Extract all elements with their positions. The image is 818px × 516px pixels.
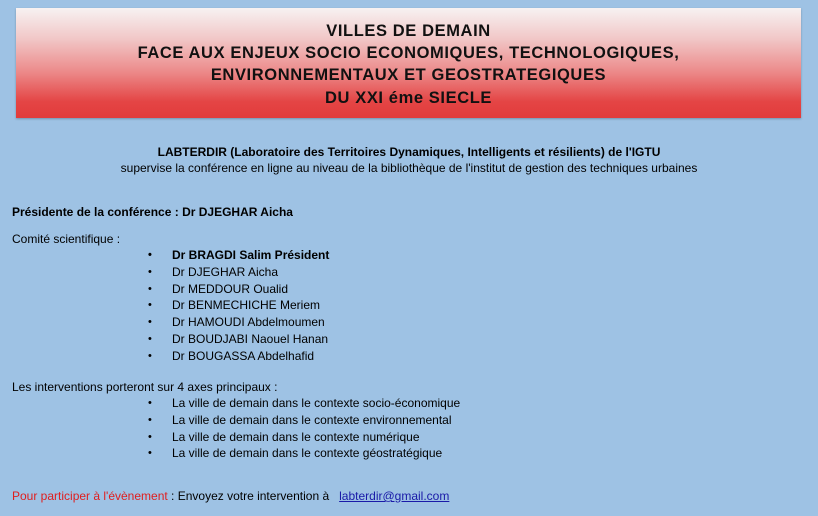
axes-list (148, 395, 460, 462)
lab-subtitle: supervise la conférence en ligne au niveau de la bibliothèque de l'institut de gestion des techniques urbaines (120, 161, 698, 175)
bullet-icon: • (148, 282, 152, 295)
committee-member-name: Dr BOUGASSA Abdelhafid (172, 348, 315, 363)
banner-title-line-1: VILLES DE DEMAIN (326, 22, 491, 40)
bullet-icon: • (148, 249, 152, 261)
axis-item-text: La ville de demain dans le contexte environnemental (172, 412, 452, 427)
bullet-icon: • (148, 349, 152, 362)
title-banner (16, 8, 801, 118)
axis-item (148, 429, 460, 446)
banner-title-line-2: FACE AUX ENJEUX SOCIO ECONOMIQUES, TECHNOLOGIQUES, (137, 44, 680, 62)
axis-item-text: La ville de demain dans le contexte géostratégique (172, 446, 443, 461)
scientific-committee-list (148, 247, 329, 365)
participation-line (12, 489, 449, 503)
scientific-committee-label: Comité scientifique : (12, 232, 121, 246)
bullet-icon: • (148, 316, 152, 329)
participation-text: : Envoyez votre intervention à (167, 489, 340, 503)
axis-item (148, 395, 460, 412)
axis-item (148, 412, 460, 429)
banner-title-line-4: DU XXI éme SIECLE (325, 89, 492, 107)
bullet-icon: • (148, 332, 152, 345)
committee-member (148, 281, 329, 298)
bullet-icon: • (148, 447, 152, 460)
bullet-icon: • (148, 413, 152, 426)
committee-member-name: Dr DJEGHAR Aicha (172, 264, 279, 279)
bullet-icon: • (148, 397, 152, 409)
banner-title-line-3: ENVIRONNEMENTAUX ET GEOSTRATEGIQUES (210, 66, 607, 84)
committee-member (148, 348, 329, 365)
committee-member (148, 314, 329, 331)
participation-label: Pour participer à l'évènement (12, 489, 168, 503)
committee-member (148, 247, 329, 264)
axis-item (148, 445, 460, 462)
committee-member-name: Dr BOUDJABI Naouel Hanan (172, 331, 329, 346)
committee-member-name: Dr BENMECHICHE Meriem (172, 298, 321, 313)
conference-president: Présidente de la conférence : Dr DJEGHAR Aicha (12, 205, 293, 219)
committee-member (148, 331, 329, 348)
committee-member-name: Dr BRAGDI Salim Président (172, 248, 330, 262)
committee-member-name: Dr HAMOUDI Abdelmoumen (172, 315, 325, 330)
lab-title: LABTERDIR (Laboratoire des Territoires Dynamiques, Intelligents et résilients) de l'IGTU (157, 145, 661, 159)
committee-member (148, 297, 329, 314)
axis-item-text: La ville de demain dans le contexte socio-économique (172, 396, 461, 410)
committee-member-name: Dr MEDDOUR Oualid (172, 281, 289, 296)
email-link[interactable]: labterdir@gmail.com (339, 489, 450, 503)
bullet-icon: • (148, 430, 152, 443)
axis-item-text: La ville de demain dans le contexte numérique (172, 429, 420, 444)
committee-member (148, 264, 329, 281)
bullet-icon: • (148, 265, 152, 278)
bullet-icon: • (148, 299, 152, 312)
axes-label: Les interventions porteront sur 4 axes principaux : (12, 380, 278, 394)
